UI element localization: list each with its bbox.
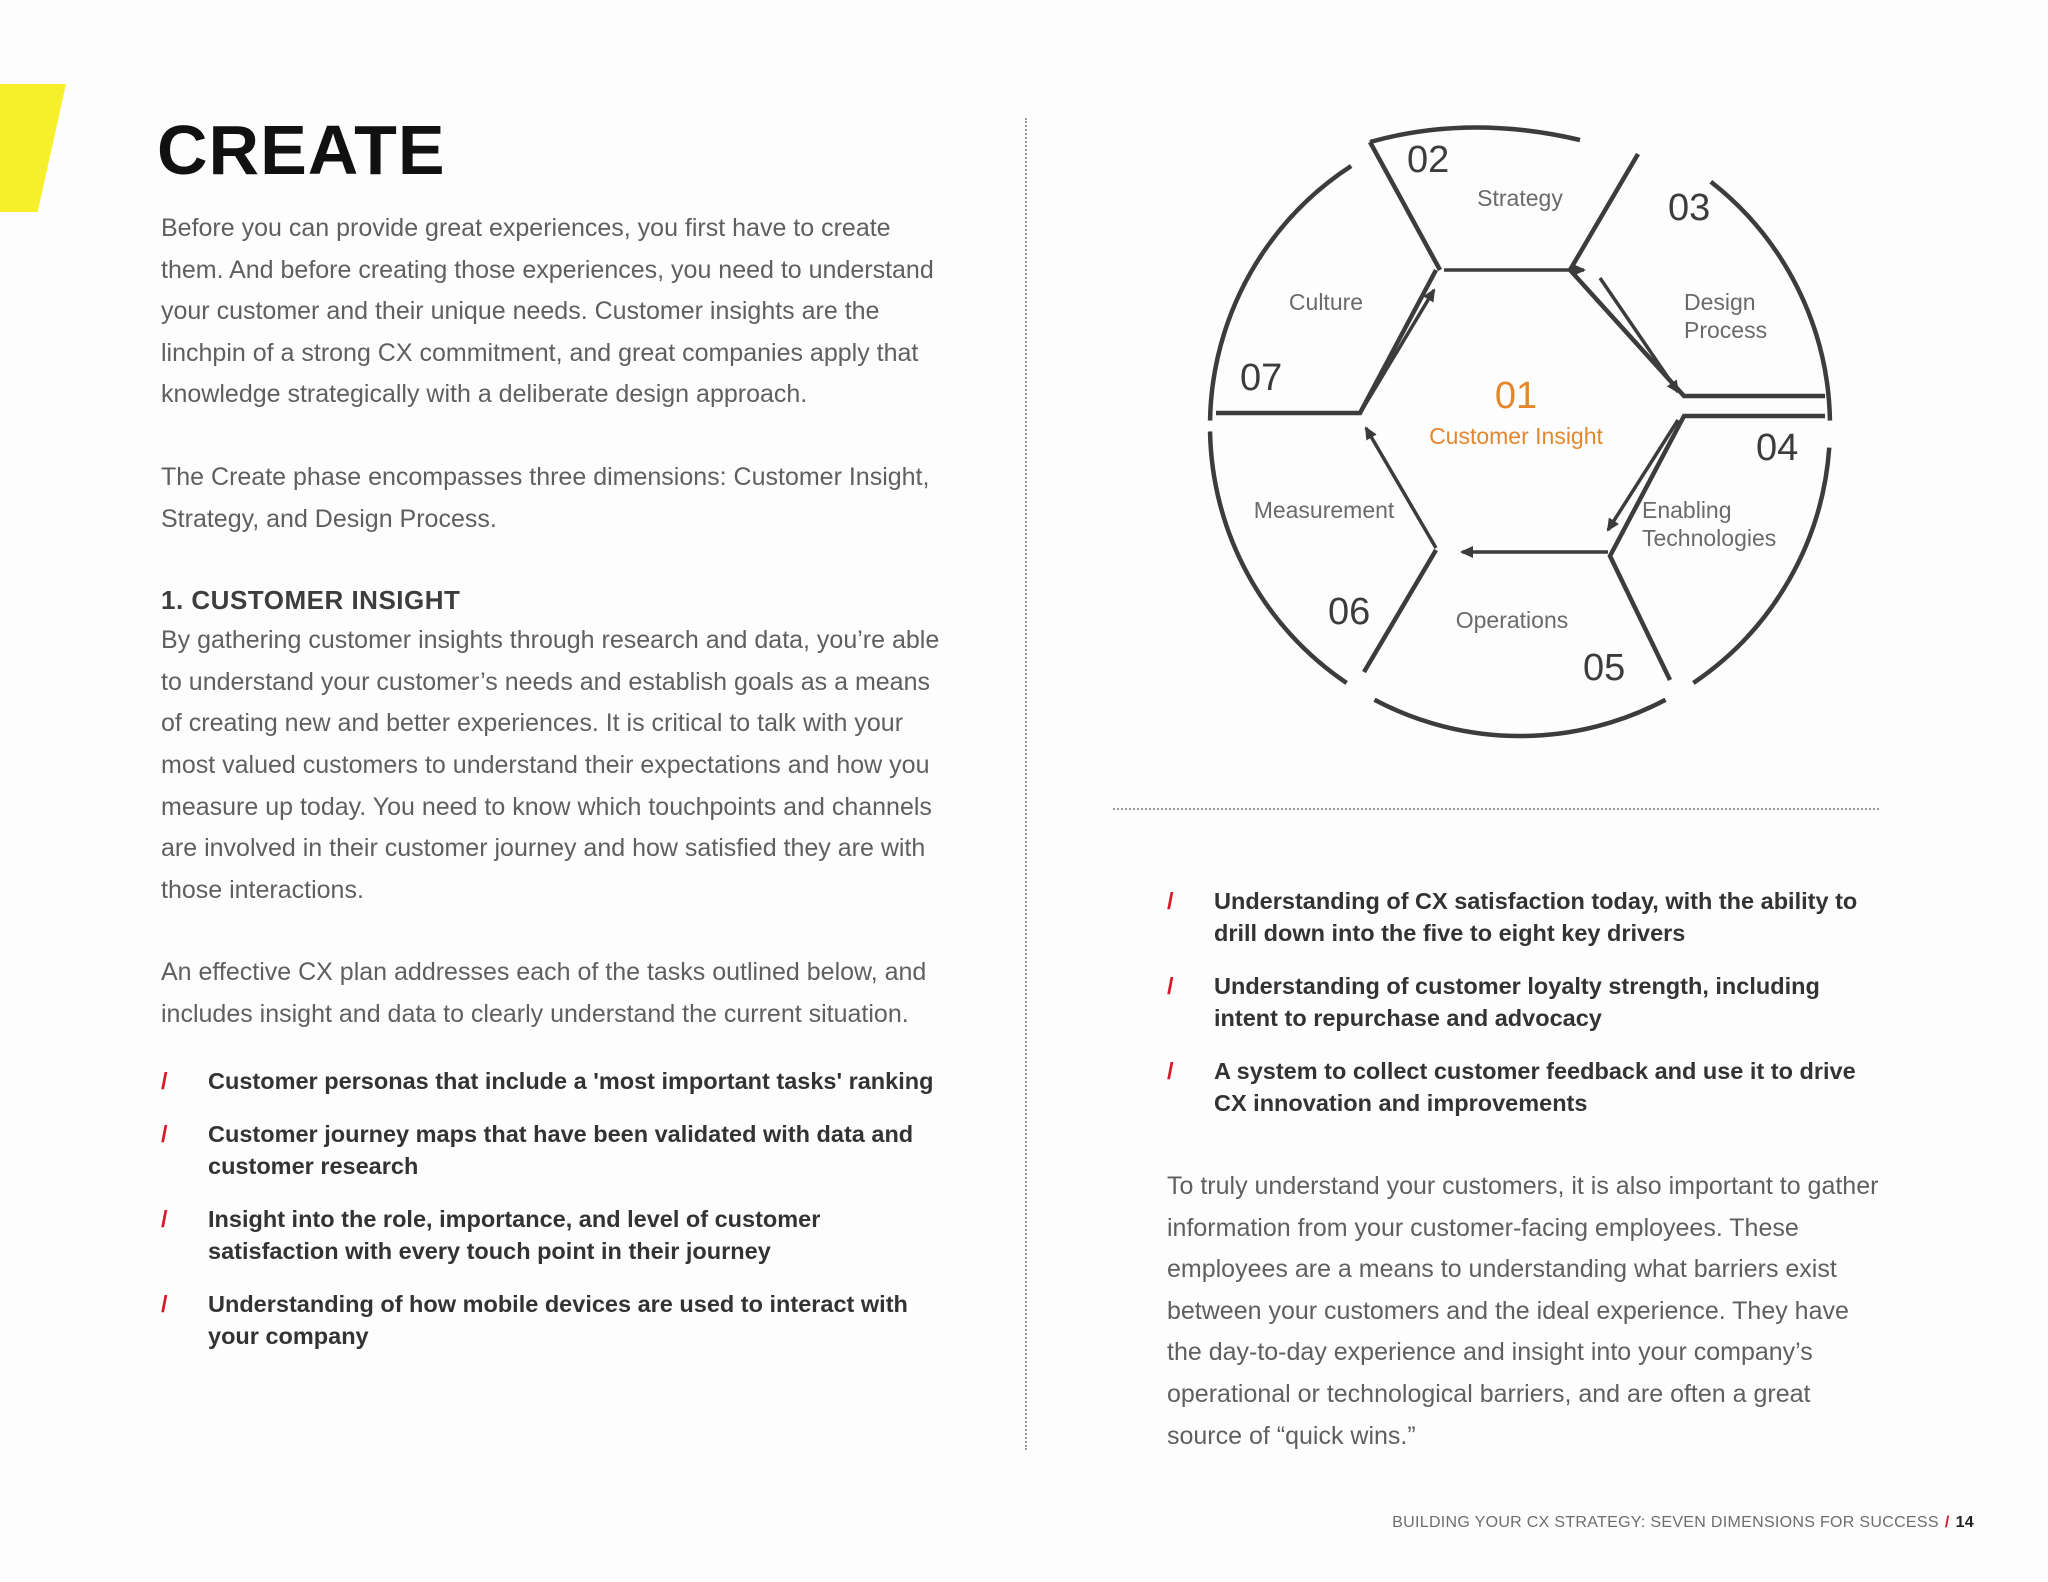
segment-number-design-process: 03 [1668,187,1711,229]
segment-label-enabling-line1: Enabling [1642,497,1732,523]
segment-edge-strategy-top [1370,127,1580,142]
employees-paragraph: To truly understand your customers, it is also important to gather information from your customer-facing employees. These employees are a means to understanding what barriers exist between your customers and the ideal experience. They have the day-to-day experience and insight into your company’s operational or technological barriers, and are often a great source of “quick wins.” [1167,1172,1879,1450]
bullet-text: Understanding of CX satisfaction today, with the ability to drill down into the five to eight key drivers [1214,888,1858,946]
intro-paragraph-1: Before you can provide great experiences, you first have to create them. And before creating those experiences, you need to understand your customer and their unique needs. Customer insights are the linchpin of a strong CX commitment, and great companies apply that knowledge strategically with a deliberate design approach. [161,214,934,409]
bullet-slash: / [1167,1058,1174,1084]
bullet-slash: / [1167,973,1174,999]
arrow-culture-to-strategy [1362,290,1434,410]
left-bullet-list [161,1066,941,1353]
segment-number-measurement: 06 [1328,591,1371,633]
list-item [161,1066,941,1098]
segment-edge-measurement [1364,550,1436,672]
bullet-text: Customer personas that include a 'most important tasks' ranking [208,1067,934,1094]
arrow-measurement-to-culture [1366,428,1436,548]
segment-label-design-process-line1: Design [1684,289,1756,315]
bullet-slash: / [161,1067,168,1094]
segment-number-enabling-technologies: 04 [1756,427,1799,469]
segment-number-culture: 07 [1240,357,1283,399]
segment-label-operations: Operations [1455,607,1569,633]
cx-cycle-diagram [1200,120,1840,745]
bullet-text: Understanding of customer loyalty strength, including intent to repurchase and advocacy [1214,973,1820,1031]
yellow-corner-tab [0,84,66,212]
center-label: Customer Insight [1429,423,1603,449]
section-paragraph-2: An effective CX plan addresses each of the tasks outlined below, and includes insight and data to clearly understand the current situation. [161,958,927,1028]
right-column-bullets [1167,886,1887,1141]
bullet-text: Customer journey maps that have been validated with data and customer research [208,1121,914,1179]
list-item [161,1204,941,1267]
list-item [1167,971,1887,1034]
page-title: CREATE [157,111,446,189]
outer-arc-measurement [1210,431,1347,683]
list-item [161,1119,941,1182]
segment-label-enabling-line2: Technologies [1642,525,1777,551]
page-footer [1392,1514,1974,1532]
intro-paragraph-2: The Create phase encompasses three dimensions: Customer Insight, Strategy, and Design Process. [161,462,930,533]
bullet-slash: / [161,1291,168,1317]
bullet-slash: / [1167,888,1174,914]
list-item [1167,1056,1887,1119]
outer-arc-operations [1374,700,1665,736]
section-paragraph-1: By gathering customer insights through research and data, you’re able to understand your customer’s needs and establish goals as a means of creating new and better experiences. It is critical to talk with your most valued customers to understand their expectations and how you measure up today. You need to know which touchpoints and channels are involved in their customer journey and how satisfied they are with those interactions. [161,626,940,904]
segment-label-culture: Culture [1288,289,1364,315]
section-heading-customer-insight: 1. CUSTOMER INSIGHT [161,585,461,616]
page-number: 14 [1955,1514,1974,1531]
footer-title: BUILDING YOUR CX STRATEGY: SEVEN DIMENSIONS FOR SUCCESS [1392,1514,1939,1531]
bullet-text: Insight into the role, importance, and level of customer satisfaction with every touch point in their journey [208,1206,821,1264]
segment-label-strategy: Strategy [1477,185,1563,211]
right-bullet-list [1167,886,1887,1119]
segment-label-design-process-line2: Process [1684,317,1768,343]
vertical-divider [1025,118,1027,1450]
list-item [1167,886,1887,949]
segment-label-measurement: Measurement [1253,497,1395,523]
footer-separator: / [1944,1514,1950,1531]
segment-number-operations: 05 [1583,647,1626,689]
list-item [161,1289,941,1352]
cycle-diagram-svg [1200,120,1840,740]
left-column [157,110,941,1374]
bullet-slash: / [161,1206,168,1232]
horizontal-divider [1113,808,1879,810]
segment-number-strategy: 02 [1407,139,1450,181]
bullet-text: A system to collect customer feedback and use it to drive CX innovation and improvements [1214,1058,1856,1116]
arrow-design-to-enabling [1600,278,1678,392]
right-column-paragraph [1167,1166,1887,1457]
outer-arc-enabling-technologies [1693,448,1829,683]
outer-arc-culture-top [1263,166,1351,253]
bullet-slash: / [161,1121,168,1147]
bullet-text: Understanding of how mobile devices are used to interact with your company [208,1291,908,1349]
center-number: 01 [1494,375,1538,417]
